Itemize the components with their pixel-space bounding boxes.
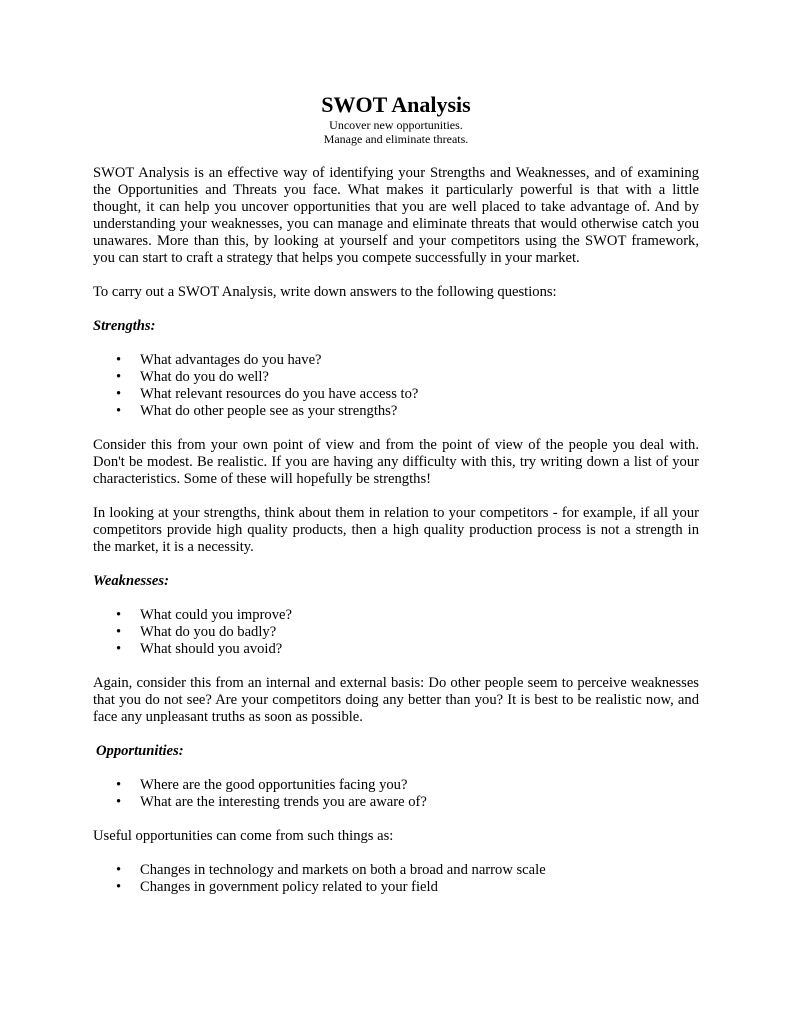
- list-item: • Changes in technology and markets on both a broad and narrow scale: [93, 862, 699, 879]
- list-item: • What are the interesting trends you are aware of?: [93, 794, 699, 811]
- opportunities-heading: Opportunities:: [96, 743, 184, 759]
- weaknesses-heading: Weaknesses:: [93, 573, 169, 589]
- strengths-paragraph-2: In looking at your strengths, think about them in relation to your competitors - for example, if all your competitors provide high quality products, then a high quality production process is not a strength in the market, it is a necessity.: [93, 505, 699, 555]
- weaknesses-list: [93, 607, 699, 658]
- list-item: • Changes in government policy related to your field: [93, 879, 699, 896]
- instruction-paragraph: To carry out a SWOT Analysis, write down answers to the following questions:: [93, 284, 557, 300]
- strengths-heading: Strengths:: [93, 318, 156, 334]
- opportunities-sources-list: [93, 862, 699, 896]
- list-item: • What relevant resources do you have access to?: [93, 386, 699, 403]
- strengths-list: [93, 352, 699, 420]
- weaknesses-paragraph: Again, consider this from an internal and external basis: Do other people seem to perceive weaknesses that you do not see? Are your competitors doing any better than you? It is best to be realistic now, and face any unpleasant truths as soon as possible.: [93, 675, 699, 725]
- list-item: • What do other people see as your strengths?: [93, 403, 699, 420]
- list-item: • What advantages do you have?: [93, 352, 699, 369]
- document-page: [93, 92, 699, 896]
- subtitle-line-2: Manage and eliminate threats.: [323, 132, 469, 146]
- list-item: • What could you improve?: [93, 607, 699, 624]
- list-item: • What should you avoid?: [93, 641, 699, 658]
- strengths-paragraph-1: Consider this from your own point of view and from the point of view of the people you deal with. Don't be modest. Be realistic. If you are having any difficulty with this, try writing down a list of your characteristics. Some of these will hopefully be strengths!: [93, 437, 699, 487]
- document-title: SWOT Analysis: [321, 92, 471, 117]
- subtitle-line-1: Uncover new opportunities.: [329, 118, 463, 132]
- list-item: • What do you do well?: [93, 369, 699, 386]
- list-item: • Where are the good opportunities facing you?: [93, 777, 699, 794]
- opportunities-list: [93, 777, 699, 811]
- intro-paragraph: SWOT Analysis is an effective way of identifying your Strengths and Weaknesses, and of examining the Opportunities and Threats you face. What makes it particularly powerful is that with a little thought, it can help you uncover opportunities that you are well placed to take advantage of. And by understanding your weaknesses, you can manage and eliminate threats that would otherwise catch you unawares. More than this, by looking at yourself and your competitors using the SWOT framework, you can start to craft a strategy that helps you compete successfully in your market.: [93, 165, 699, 266]
- list-item: • What do you do badly?: [93, 624, 699, 641]
- opportunities-paragraph: Useful opportunities can come from such things as:: [93, 828, 394, 844]
